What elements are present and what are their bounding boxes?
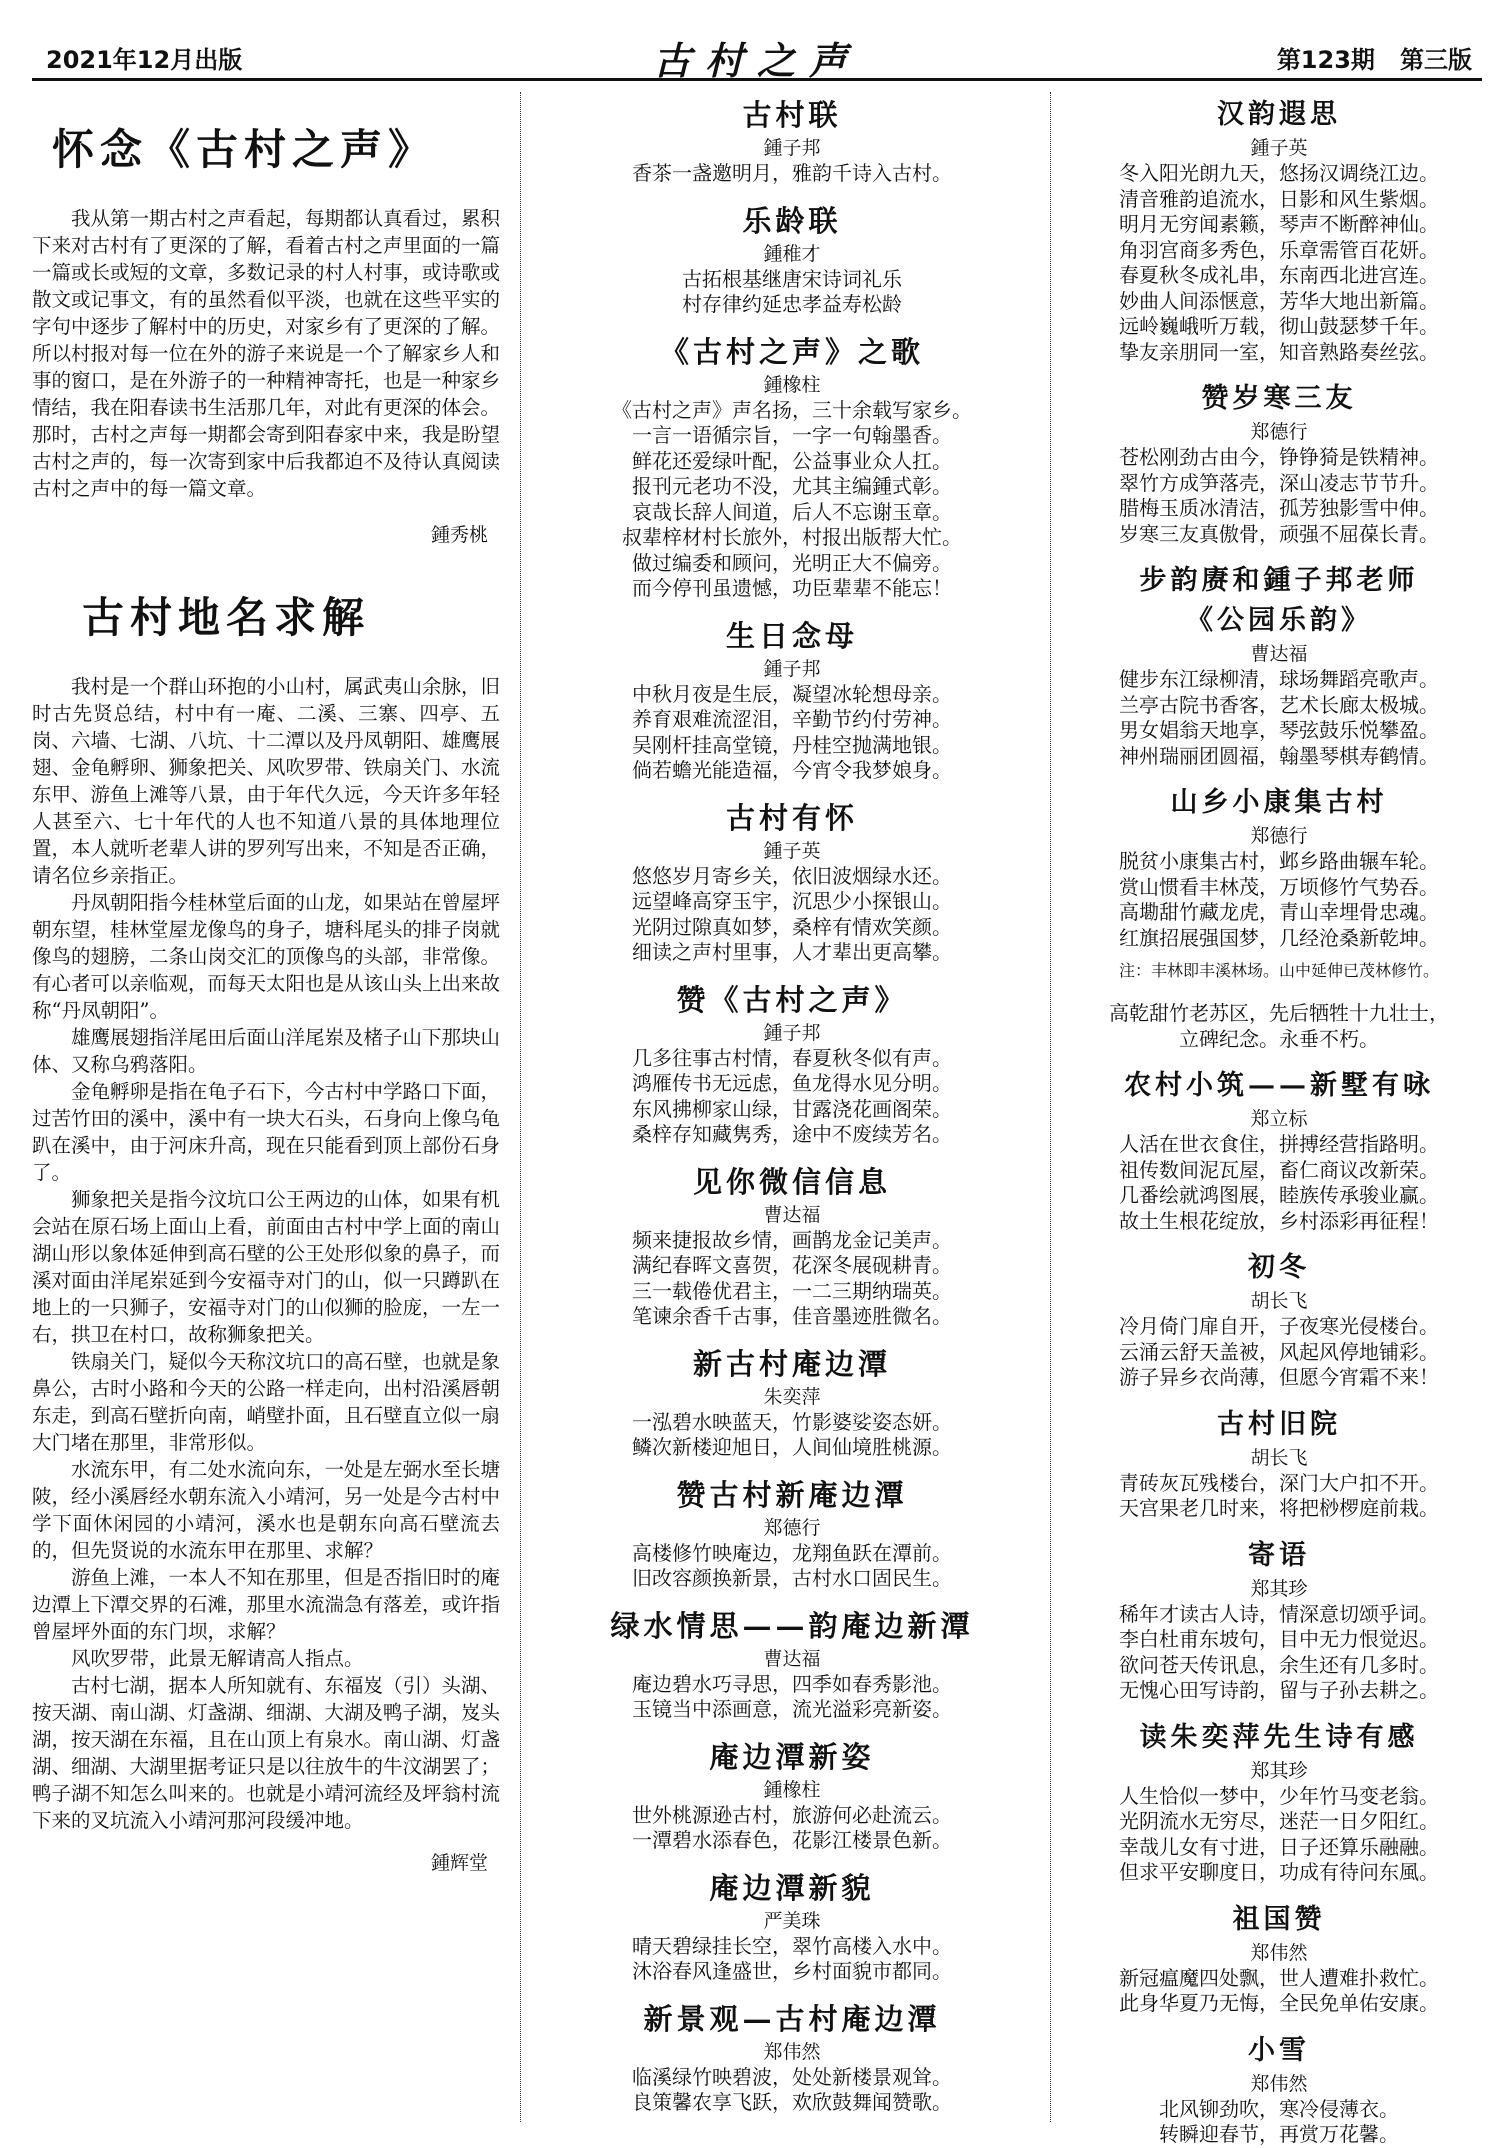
poem-title: 初冬: [1248, 1252, 1310, 1283]
poem-block: [1074, 2031, 1484, 2148]
poem-line: 李白杜甫东坡句，目中无力恨觉迟。: [1119, 1627, 1439, 1651]
poem-line: 《古村之声》声名扬，三十余载写家乡。: [612, 397, 972, 422]
poem-author: 鍾子邦: [763, 1021, 821, 1044]
poem-title: 汉韵遐思: [1217, 99, 1341, 130]
poem-line: 高墈甜竹藏龙虎，青山幸埋骨忠魂。: [1119, 900, 1439, 924]
poem-block: [548, 1606, 1036, 1723]
article-place-names: [32, 585, 500, 1875]
article-paragraph: 金龟孵卵是指在龟子石下，今古村中学路口下面，过苦竹田的溪中，溪中有一块大石头，石身向上像乌龟趴在溪中，由于河床升高，现在只能看到顶上部份石身了。: [32, 1080, 501, 1184]
poem-title: 古村旧院: [1217, 1408, 1341, 1440]
poem-title: 新古村庵边潭: [692, 1346, 891, 1381]
poem-line: 吴刚杆挂高堂镜，丹桂空抛满地银。: [632, 732, 952, 757]
page-header: [32, 28, 1482, 83]
poem-title: 绿水情思——韵庵边新潭: [610, 1608, 974, 1643]
poem-author: 鍾子邦: [763, 137, 821, 159]
poem-line: 世外桃源逊古村，旅游何必赴流云。: [632, 1802, 952, 1827]
poem-author: 鍾橡柱: [763, 1778, 821, 1801]
poem-line: 笔谏余香千古事，佳音墨迹胜微名。: [632, 1304, 952, 1328]
poem-title: 赞《古村之声》: [676, 982, 908, 1017]
poem-line: 神州瑞丽团圆福，翰墨琴棋寿鹤情。: [1119, 743, 1439, 768]
publication-date: 2021年12月出版: [46, 46, 243, 74]
poem-title: 《古村之声》之歌: [659, 334, 924, 369]
poem-line: 光阴过隙真如梦，桑梓有情欢笑颜。: [632, 914, 952, 939]
poem-author: 严美珠: [763, 1909, 821, 1932]
poem-line: 角羽宫商多秀色，乐章需管百花妍。: [1119, 237, 1439, 262]
article-title: 古村地名求解: [82, 593, 371, 642]
poem-line: 故土生根花绽放，乡村添彩再征程！: [1119, 1208, 1439, 1233]
poem-title: 步韵赓和鍾子邦老师: [1139, 565, 1419, 596]
article-signature: 鍾秀桃: [430, 524, 488, 546]
poem-line: 游子异乡衣尚薄，但愿今宵霜不来！: [1119, 1365, 1439, 1389]
poem-line: 香茶一盏邀明月，雅韵千诗入古村。: [632, 161, 952, 185]
poem-line: 冬入阳光朗九天，悠扬汉调绕江边。: [1119, 161, 1439, 185]
article-paragraph: 我村是一个群山环抱的小山村，属武夷山余脉，旧时古先贤总结，村中有一庵、二溪、三寨、四亭、五岗、六墙、七湖、八坑、十二潭以及丹凤朝阳、雄鹰展翅、金龟孵卵、狮象把关、风吹罗带、铁扇关门、水流东甲、游鱼上滩等八景，由于年代久远，今天许多年轻人甚至六、七十年代的人也不知道八景的具体地理位置，本人就听老辈人讲的罗列写出来，不知是否正确，请名位乡亲指正。: [32, 675, 501, 887]
poem-line: 玉镜当中添画意，流光溢彩亮新姿。: [632, 1697, 952, 1721]
article-memory: [32, 117, 500, 547]
poem-line: 悠悠岁月寄乡关，依旧波烟绿水还。: [632, 863, 952, 888]
poem-title: 古村有怀: [725, 800, 858, 835]
masthead: 古村之声: [652, 38, 861, 83]
poem-line: 人活在世衣食住，拼搏经营指路明。: [1119, 1132, 1439, 1156]
poem-block: [1074, 783, 1484, 1052]
poem-line: 中秋月夜是生辰，凝望冰轮想母亲。: [632, 681, 952, 706]
poem-line: 祖传数间泥瓦屋，畜仁商议改新荣。: [1119, 1157, 1439, 1182]
poem-line: 此身华夏乃无悔，全民免单佑安康。: [1119, 1991, 1439, 2015]
poem-line: 倘若蟾光能造福，今宵令我梦娘身。: [632, 758, 952, 782]
poem-author: 胡长飞: [1250, 1446, 1308, 1469]
poem-author: 鍾稚才: [763, 242, 821, 265]
header-rule: [32, 78, 1482, 81]
poem-block: [548, 1999, 1036, 2116]
poem-line: 脱贫小康集古村，邺乡路曲辗车轮。: [1119, 849, 1439, 873]
poem-title: 寄语: [1248, 1539, 1310, 1571]
poem-line: 古拓根基继唐宋诗词礼乐: [682, 266, 902, 291]
poem-line: 旧改容颜换新景，古村水口固民生。: [632, 1566, 952, 1590]
poem-block: [548, 1737, 1036, 1854]
poem-line: 稀年才读古人诗，情深意切颂乎词。: [1119, 1601, 1439, 1626]
poem-title: 新景观—古村庵边潭: [643, 2001, 941, 2036]
poem-block: [548, 1868, 1036, 1985]
poem-author: 郑伟然: [763, 2040, 821, 2063]
poem-title: 见你微信信息: [692, 1164, 891, 1199]
article-paragraph: 古村七湖，据本人所知就有、东福岌（引）头湖、按天湖、南山湖、灯盏湖、细湖、大湖及鸭子湖，岌头湖，按天湖在东福，且在山顶上有泉水。南山湖、灯盏湖、细湖、大湖里据考证只是以往放牛的牛汶湖罢了；鸭子湖不知怎么叫来的。也就是小靖河流经及坪翁村流下来的叉坑流入小靖河那河段缓冲地。: [32, 1674, 501, 1832]
poem-subtitle: 《公园乐韵》: [1186, 605, 1372, 636]
poem-author: 鍾子邦: [763, 657, 821, 680]
poem-title: 古村联: [742, 98, 842, 132]
poem-author: 曹达福: [763, 1203, 821, 1226]
poem-block: [1074, 561, 1484, 769]
poem-author: 郑立标: [1250, 1108, 1308, 1130]
article-body: [32, 673, 500, 1834]
poem-line: 赏山惯看丰林茂，万顷修竹气势吞。: [1119, 874, 1439, 899]
article-paragraph: 风吹罗带，此景无解请高人指点。: [71, 1647, 364, 1670]
poem-author: 鍾橡柱: [763, 373, 821, 396]
poem-line: 但求平安聊度日，功成有待问东風。: [1119, 1860, 1439, 1884]
poem-author: 郑德行: [1250, 421, 1308, 443]
poem-block: [548, 332, 1036, 602]
poem-line: 男女娼翁天地享，琴弦鼓乐悦攀盈。: [1119, 718, 1439, 742]
poem-block: [548, 1344, 1036, 1461]
column-middle: [548, 95, 1036, 2125]
poem-block: [548, 798, 1036, 966]
poem-line: 三一载倦优君主，一二三期纳瑞英。: [632, 1278, 952, 1303]
poem-title: 小雪: [1248, 2034, 1310, 2066]
poem-line: 鲜花还爱绿叶配，公益事业众人扛。: [632, 448, 952, 473]
poem-line: 哀哉长辞人间道，后人不忘谢玉章。: [632, 499, 952, 524]
poem-title: 生日念母: [725, 618, 858, 653]
poem-block: [548, 980, 1036, 1148]
poem-line: 无愧心田写诗韵，留与子孙去耕之。: [1119, 1678, 1439, 1702]
poem-line: 光阴流水无穷尽，迷茫一日夕阳红。: [1119, 1809, 1439, 1833]
poem-block: [1074, 1405, 1484, 1522]
poem-line: 临溪绿竹映碧波，处处新楼景观耸。: [632, 2064, 952, 2089]
poem-line: 明月无穷闻素籁，琴声不断醉神仙。: [1119, 212, 1439, 236]
poem-line: 天宫果老几时来，将把桫椤庭前栽。: [1119, 1496, 1439, 1520]
article-paragraph: 铁扇关门，疑似今天称汶坑口的高石壁，也就是象鼻公，古时小路和今天的公路一样走向，出村沿溪唇朝东走，到高石壁折向南，峭壁扑面，且石壁直立似一扇大门堵在那里，非常形似。: [32, 1350, 501, 1454]
poem-line: 新冠瘟魔四处飘，世人遭难扑救忙。: [1119, 1965, 1439, 1990]
poem-author: 曹达福: [763, 1647, 821, 1670]
poem-author: 郑其珍: [1250, 1577, 1308, 1600]
poem-line: 叔辈梓材村长旅外，村报出版帮大忙。: [622, 525, 962, 549]
poem-line: 春夏秋冬成礼串，东南西北进宫连。: [1119, 263, 1439, 287]
article-title: 怀念《古村之声》: [52, 125, 437, 174]
poem-line: 东风拂柳家山绿，甘露浇花画阁荣。: [632, 1096, 952, 1121]
poem-author: 郑伟然: [1250, 1941, 1308, 1964]
poem-extra-line: 高乾甜竹老苏区，先后牺牲十九壮士，: [1109, 1001, 1449, 1025]
poem-line: 庵边碧水巧寻思，四季如春秀影池。: [632, 1671, 952, 1696]
poem-block: [548, 616, 1036, 784]
poem-line: 冷月倚门扉自开，子夜寒光侵楼台。: [1119, 1314, 1439, 1338]
poem-line: 细读之声村里事，人才辈出更高攀。: [632, 940, 952, 964]
article-paragraph: 狮象把关是指今汶坑口公王两边的山体，如果有机会站在原石场上面山上看，前面由古村中学上面的南山湖山形以象体延伸到高石壁的公王处形似象的鼻子，而溪对面由洋尾岽延到今安福寺对门的山，似一只蹲趴在地上的一只狮子，安福寺对门的山似狮的脸庞，一左一右，拱卫在村口，故称狮象把关。: [32, 1188, 501, 1346]
poem-line: 村存律约延忠孝益寿松龄: [682, 292, 902, 316]
poem-line: 云涌云舒天盖被，风起风停地铺彩。: [1119, 1339, 1439, 1364]
poem-line: 岁寒三友真傲骨，顽强不屈葆长青。: [1119, 521, 1439, 546]
poem-line: 高楼修竹映庵边，龙翔鱼跃在潭前。: [632, 1540, 952, 1565]
poem-title: 乐龄联: [742, 203, 842, 238]
poem-title: 山乡小康集古村: [1170, 787, 1388, 818]
poem-block: [1074, 1536, 1484, 1704]
poem-author: 鍾子英: [763, 839, 821, 862]
poem-line: 腊梅玉质冰清洁，孤芳独影雪中伸。: [1119, 496, 1439, 520]
poem-line: 健步东江绿柳清，球场舞蹈亮歌声。: [1119, 667, 1439, 691]
poem-block: [1074, 1900, 1484, 2017]
column-left: [32, 95, 500, 2125]
poem-title: 庵边潭新姿: [709, 1739, 875, 1774]
edition-number: 第三版: [1400, 46, 1472, 74]
poem-author: 郑其珍: [1250, 1759, 1308, 1782]
poem-title: 农村小筑——新墅有咏: [1124, 1070, 1434, 1101]
poem-author: 郑德行: [763, 1516, 821, 1539]
poem-line: 幸哉儿女有寸进，日子还算乐融融。: [1119, 1834, 1439, 1859]
poem-line: 远望峰高穿玉宇，沉思少小探银山。: [632, 889, 952, 913]
poem-block: [1074, 379, 1484, 547]
poem-author: 郑伟然: [1250, 2072, 1308, 2095]
article-paragraph: 游鱼上滩，一本人不知在那里，但是否指旧时的庵边潭上下潭交界的石滩，那里水流湍急有落差，或许指曾屋坪外面的东门坝，求解？: [32, 1566, 501, 1643]
poem-line: 桑梓存知藏隽秀，途中不废续芳名。: [632, 1122, 952, 1146]
poem-author: 鍾子英: [1250, 137, 1308, 159]
poem-block: [548, 1475, 1036, 1592]
poem-line: 养育艰难流涩泪，辛勤节约付劳神。: [632, 707, 952, 731]
column-divider: [520, 92, 521, 2122]
poem-line: 远岭巍峨听万载，彻山鼓瑟梦千年。: [1119, 314, 1439, 338]
poem-title: 读朱奕萍先生诗有感: [1139, 1721, 1419, 1753]
poem-line: 欲问苍天传讯息，余生还有几多时。: [1119, 1652, 1439, 1677]
poem-title: 庵边潭新貌: [709, 1870, 875, 1905]
poem-line: 兰亭古院书香客，艺术长廊太极城。: [1119, 692, 1439, 717]
poem-title: 赞古村新庵边潭: [676, 1477, 908, 1512]
poem-block: [1074, 1718, 1484, 1886]
column-right: [1074, 95, 1484, 2146]
poem-title: 祖国赞: [1232, 1903, 1326, 1935]
poem-line: 北风铆劲吹，寒冷侵薄衣。: [1159, 2096, 1399, 2121]
poem-line: 沐浴春风逢盛世，乡村面貌市都同。: [632, 1959, 952, 1983]
article-paragraph: 水流东甲，有二处水流向东，一处是左弼水至长塘陂，经小溪唇经水朝东流入小靖河，另一处是今古村中学下面休闲园的小靖河，溪水也是朝东向高石壁流去的，但先贤说的水流东甲在那里、求解？: [32, 1458, 501, 1562]
article-signature: 鍾辉堂: [430, 1852, 488, 1874]
poem-line: 青砖灰瓦残楼台，深门大户扣不开。: [1119, 1470, 1439, 1495]
poem-line: 良策馨农享飞跃，欢欣鼓舞闻赞歌。: [632, 2090, 952, 2114]
poem-author: 胡长飞: [1250, 1290, 1308, 1312]
poem-author: 曹达福: [1250, 643, 1308, 665]
poem-line: 几多往事古村情，春夏秋冬似有声。: [632, 1045, 952, 1070]
poem-line: 一潭碧水添春色，花影江楼景色新。: [632, 1828, 952, 1852]
poem-note: 注：丰林即丰溪林场。山中延伸已茂林修竹。: [1118, 961, 1439, 980]
poem-line: 晴天碧绿挂长空，翠竹高楼入水中。: [632, 1933, 952, 1958]
column-divider: [1050, 92, 1051, 2122]
poem-extra-line: 立碑纪念。永垂不朽。: [1179, 1026, 1379, 1051]
issue-number: 第123期: [1276, 46, 1375, 74]
poem-line: 满纪春晖文喜贺，花深冬展砚耕青。: [632, 1253, 952, 1277]
poem-line: 翠竹方成笋落壳，深山凌志节节升。: [1119, 470, 1439, 495]
article-paragraph: 我从第一期古村之声看起，每期都认真看过，累积下来对古村有了更深的了解，看着古村之声里面的一篇一篇或长或短的文章，多数记录的村人村事，或诗歌或散文或记事文，有的虽然看似平淡，也就在这些平实的字句中逐步了解村中的历史，对家乡有了更深的了解。所以村报对每一位在外的游子来说是一个了解家乡人和事的窗口，是在外游子的一种精神寄托，也是一种家乡情结，我在阳春读书生活那几年，对此有更深的体会。那时，古村之声每一期都会寄到阳春家中来，我是盼望古村之声的，每一次寄到家中后我都迫不及待认真阅读古村之声中的每一篇文章。: [32, 207, 501, 500]
article-paragraph: 雄鹰展翅指洋尾田后面山洋尾岽及楮子山下那块山体、又称乌鸦落阳。: [32, 1026, 501, 1076]
poem-line: 而今停刊虽遗憾，功臣辈辈不能忘！: [632, 576, 952, 600]
poem-line: 报刊元老功不没，尤其主编鍾式彰。: [632, 474, 952, 498]
poem-line: 做过编委和顾问，光明正大不偏旁。: [632, 550, 952, 575]
article-paragraph: 丹凤朝阳指今桂林堂后面的山龙，如果站在曾屋坪朝东望，桂林堂屋龙像鸟的身子，塘科尾头的排子岗就像鸟的翅膀，二条山岗交汇的顶像鸟的头部，非常像。有心者可以亲临观，而每天太阳也是从该山头上出来故称“丹凤朝阳”。: [32, 891, 501, 1022]
poem-line: 鸿雁传书无远虑，鱼龙得水见分明。: [632, 1071, 952, 1095]
poem-line: 频来捷报故乡情，画鹊龙金记美声。: [632, 1227, 952, 1252]
issue-edition: [1277, 40, 1472, 75]
poem-block: [548, 95, 1036, 187]
poem-line: 妙曲人间添惬意，芳华大地出新篇。: [1119, 288, 1439, 313]
poem-line: 一言一语循宗旨，一字一句翰墨香。: [632, 423, 952, 447]
poem-line: 挚友亲朋同一室，知音熟路奏丝弦。: [1119, 339, 1439, 364]
poem-block: [1074, 1066, 1484, 1234]
poem-line: 红旗招展强国梦，几经沧桑新乾坤。: [1119, 925, 1439, 950]
poem-line: 人生恰似一梦中，少年竹马变老翁。: [1119, 1783, 1439, 1808]
poem-line: 一泓碧水映蓝天，竹影婆娑姿态妍。: [632, 1409, 952, 1434]
poem-block: [1074, 1248, 1484, 1391]
poem-line: 苍松刚劲古由今，铮铮猗是铁精神。: [1119, 445, 1439, 469]
poem-block: [1074, 95, 1484, 365]
poem-line: 鳞次新楼迎旭日，人间仙境胜桃源。: [632, 1435, 952, 1459]
poem-author: 郑德行: [1250, 825, 1308, 847]
poem-block: [548, 201, 1036, 318]
poem-line: 清音雅韵追流水，日影和风生紫烟。: [1119, 186, 1439, 211]
poem-line: 转瞬迎春节，再赏万花馨。: [1159, 2122, 1399, 2146]
poem-author: 朱奕萍: [763, 1385, 821, 1408]
poem-block: [548, 1162, 1036, 1330]
poem-line: 几番绘就鸿图展，睦族传承骏业赢。: [1119, 1183, 1439, 1207]
poem-title: 赞岁寒三友: [1201, 383, 1357, 414]
